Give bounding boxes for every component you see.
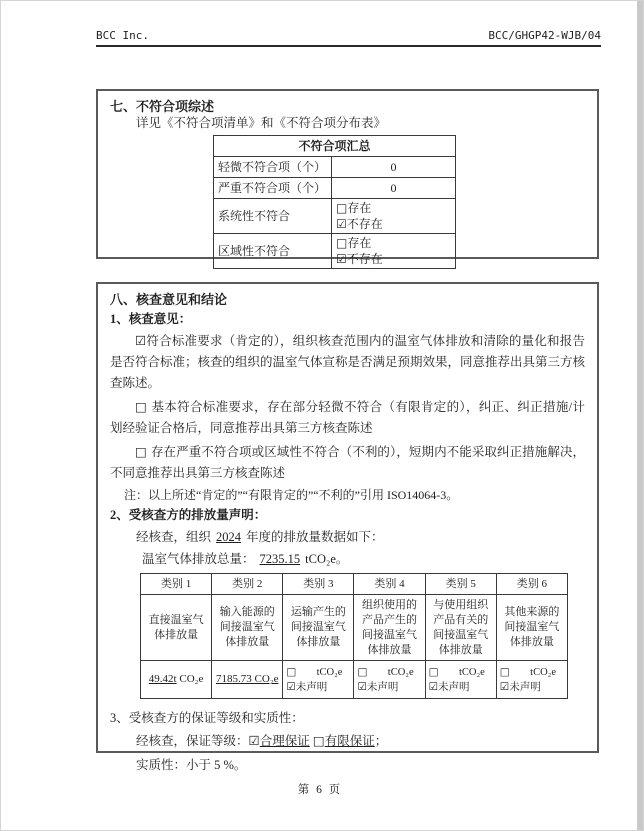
emissions-total-unit: tCO₂e: [305, 552, 336, 566]
nonconformity-table: [213, 135, 456, 269]
checked-checkbox-icon: ☑: [286, 680, 296, 693]
undeclared-line: [429, 680, 493, 695]
category-6-value: [496, 661, 567, 699]
opinion-option-adverse: [110, 441, 585, 484]
option-not-exists: [336, 216, 451, 232]
opinion-heading: 1、核查意见：: [110, 312, 192, 326]
scan-page-edge: [637, 1, 643, 830]
systemic-nc-options: [332, 199, 456, 234]
table-row: [214, 234, 456, 269]
checked-checkbox-icon: ☑: [336, 252, 347, 266]
table-row: [141, 595, 568, 661]
category-4-header: 类别 4: [354, 574, 425, 595]
undeclared-label: 未声明: [509, 681, 541, 693]
category-3-description: 运输产生的间接温室气体排放量: [283, 595, 354, 661]
undeclared-line: [357, 680, 421, 695]
document-header: [96, 29, 601, 47]
emission-categories-table: [140, 573, 568, 699]
category-6-description: 其他来源的间接温室气体排放量: [496, 595, 567, 661]
option-exists: [336, 235, 451, 251]
checked-checkbox-icon: ☑: [135, 333, 147, 348]
category-2-amount: 7185.73 CO₂e: [215, 673, 279, 685]
emissions-total-label: 温室气体排放总量：: [142, 552, 255, 566]
checked-checkbox-icon: ☑: [499, 680, 510, 693]
unchecked-checkbox-icon: □: [135, 399, 152, 414]
table-row: [141, 661, 568, 699]
limited-assurance-label: 有限保证: [324, 734, 375, 748]
unchecked-checkbox-icon: □: [286, 665, 297, 678]
emissions-total-period: 。: [335, 552, 349, 566]
category-4-value: [354, 661, 425, 699]
emissions-intro: [136, 527, 585, 547]
reasonable-assurance-label: 合理保证: [259, 734, 310, 748]
unchecked-checkbox-icon: □: [357, 665, 368, 678]
option-exists-label: 存在: [347, 201, 372, 215]
minor-nc-label: 轻微不符合项（个）: [214, 157, 332, 178]
opinion-note: 注：以上所述“肯定的”“有限肯定的”“不利的”引用 ISO14064-3。: [124, 488, 459, 502]
nonconformity-table-title: 不符合项汇总: [214, 136, 456, 157]
unchecked-checkbox-icon: □: [499, 665, 510, 678]
unchecked-checkbox-icon: □: [135, 444, 151, 459]
category-3-header: 类别 3: [283, 574, 354, 595]
category-1-header: 类别 1: [141, 574, 212, 595]
undeclared-unit: tCO₂e: [458, 666, 485, 678]
undeclared-label: 未声明: [438, 681, 470, 693]
emissions-total-value: 7235.15: [259, 552, 301, 566]
assurance-level-line: [136, 731, 585, 751]
materiality-line: 实质性：小于 5 %。: [136, 758, 247, 772]
opinion-option-positive: [110, 330, 585, 394]
table-row: [214, 157, 456, 178]
unchecked-checkbox-icon: □: [336, 236, 348, 250]
category-1-description: 直接温室气体排放量: [141, 595, 212, 661]
undeclared-unit: tCO₂e: [387, 666, 414, 678]
emissions-total: [142, 549, 585, 569]
section7-title: 七、不符合项综述: [110, 99, 215, 114]
checked-checkbox-icon: ☑: [336, 217, 347, 231]
emissions-intro-pre: 经核查，组织: [136, 530, 212, 544]
checked-checkbox-icon: ☑: [248, 733, 260, 748]
checked-checkbox-icon: ☑: [428, 680, 439, 693]
regional-nc-label: 区域性不符合: [214, 234, 332, 269]
category-3-value: [283, 661, 354, 699]
undeclared-value-line: [500, 665, 564, 680]
table-row: [214, 178, 456, 199]
category-5-value: [425, 661, 496, 699]
category-6-header: 类别 6: [496, 574, 567, 595]
major-nc-count: 0: [332, 178, 456, 199]
unchecked-checkbox-icon: □: [336, 201, 348, 215]
category-5-description: 与使用组织产品有关的间接温室气体排放量: [425, 595, 496, 661]
option-not-exists-label: 不存在: [346, 217, 383, 231]
section8-title: 八、核查意见和结论: [110, 292, 228, 307]
category-1-value: [141, 661, 212, 699]
emissions-intro-post: 年度的排放量数据如下：: [246, 530, 384, 544]
regional-nc-options: [332, 234, 456, 269]
category-2-header: 类别 2: [212, 574, 283, 595]
systemic-nc-label: 系统性不符合: [214, 199, 332, 234]
table-row: [214, 199, 456, 234]
category-1-amount: 49.42t: [148, 673, 177, 685]
minor-nc-count: 0: [332, 157, 456, 178]
header-doc-number: BCC/GHGP42-WJB/04: [488, 29, 601, 42]
category-2-description: 输入能源的间接温室气体排放量: [212, 595, 283, 661]
undeclared-value-line: [357, 665, 421, 680]
table-row: [141, 574, 568, 595]
category-4-description: 组织使用的产品产生的间接温室气体排放量: [354, 595, 425, 661]
emissions-heading: 2、受核查方的排放量声明：: [110, 508, 267, 522]
checked-checkbox-icon: ☑: [357, 680, 367, 693]
option-not-exists-label: 不存在: [346, 252, 383, 266]
option-exists: [336, 200, 451, 216]
undeclared-label: 未声明: [366, 681, 399, 693]
category-1-unit: CO₂e: [176, 673, 204, 685]
opinion-option-limited: [110, 396, 585, 439]
opinion-option-positive-text: 符合标准要求（肯定的），组织核查范围内的温室气体排放和清除的量化和报告是否符合标准；核查的组织的温室气体宣称是否满足预期效果，同意推荐出具第三方核查陈述。: [110, 334, 586, 390]
undeclared-value-line: [429, 665, 493, 680]
undeclared-unit: tCO₂e: [316, 666, 343, 678]
option-not-exists: [336, 251, 451, 267]
major-nc-label: 严重不符合项（个）: [214, 178, 332, 199]
undeclared-unit: tCO₂e: [530, 666, 556, 678]
undeclared-value-line: [286, 665, 350, 680]
section-verification-conclusion: [96, 282, 599, 772]
category-5-header: 类别 5: [425, 574, 496, 595]
report-year: 2024: [216, 530, 242, 544]
opinion-option-limited-text: 基本符合标准要求，存在部分轻微不符合（有限肯定的），纠正、纠正措施/计划经验证合格后，同意推荐出具第三方核查陈述: [110, 400, 585, 435]
undeclared-line: [500, 680, 564, 695]
assurance-level-pre: 经核查，保证等级：: [136, 734, 249, 748]
undeclared-label: 未声明: [295, 681, 328, 693]
option-exists-label: 存在: [347, 236, 372, 250]
unchecked-checkbox-icon: □: [428, 665, 439, 678]
header-company: BCC Inc.: [96, 29, 149, 42]
table-row: [214, 136, 456, 157]
category-2-value: [212, 661, 283, 699]
undeclared-line: [286, 680, 350, 695]
opinion-option-adverse-text: 存在严重不符合项或区域性不符合（不利的），短期内不能采取纠正措施解决，不同意推荐出具第三方核查陈述: [110, 445, 585, 480]
assurance-heading: 3、受核查方的保证等级和实质性：: [110, 711, 304, 725]
section-nonconformity-summary: [96, 89, 599, 266]
assurance-level-end: ；: [374, 734, 388, 748]
unchecked-checkbox-icon: □: [312, 733, 325, 748]
section7-intro: 详见《不符合项清单》和《不符合项分布表》: [136, 116, 387, 130]
page-number: 第 6 页: [297, 784, 343, 796]
